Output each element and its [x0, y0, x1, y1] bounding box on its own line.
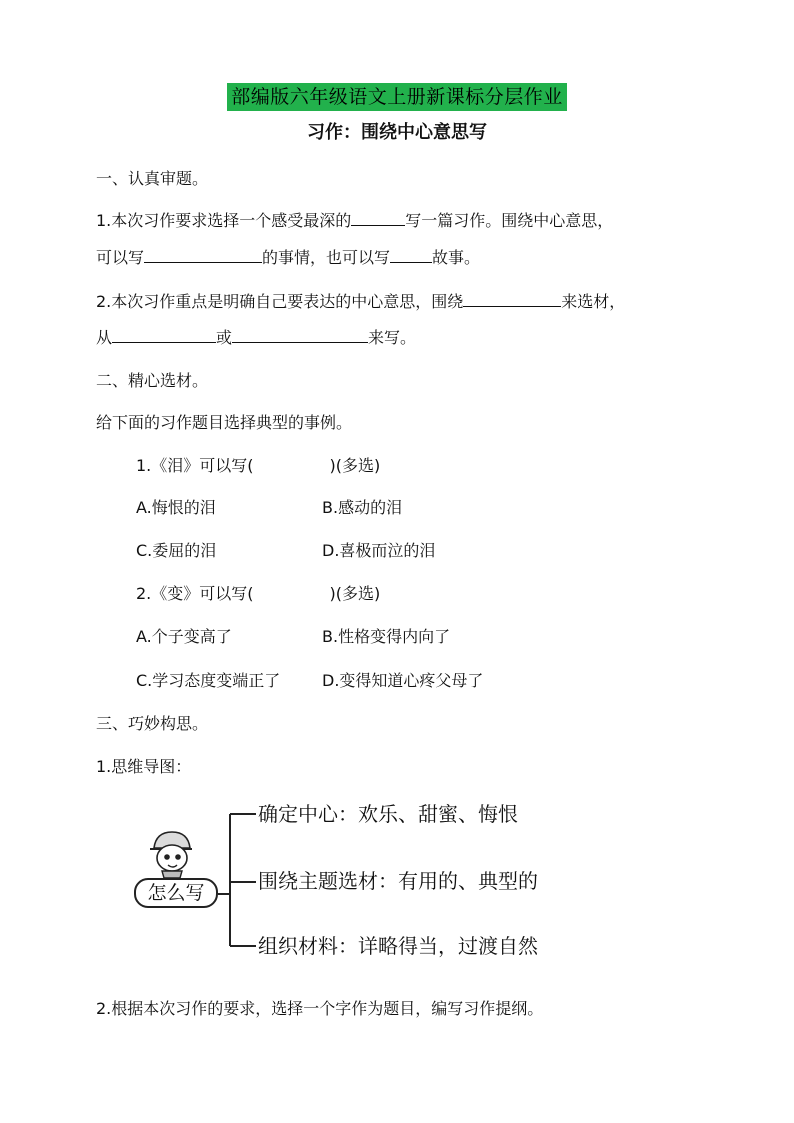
item2-option-d: D.变得知道心疼父母了	[322, 671, 484, 690]
item2-stem: 2.《变》可以写(	[136, 584, 254, 603]
section3-heading: 三、巧妙构思。	[96, 714, 209, 733]
item1-stem: 1.《泪》可以写(	[136, 456, 254, 475]
question2-text-e: 来写。	[368, 328, 417, 347]
mindmap-label: 1.思维导图：	[96, 757, 192, 776]
item1-option-c: C.委屈的泪	[136, 541, 217, 560]
question1-text-e: 故事。	[432, 248, 481, 267]
question1-text-a: 1.本次习作要求选择一个感受最深的	[96, 211, 352, 230]
question1-text-b: 写一篇习作。围绕中心意思，	[405, 211, 614, 230]
title-banner: 部编版六年级语文上册新课标分层作业	[227, 83, 567, 111]
section3-question2: 2.根据本次习作的要求，选择一个字作为题目，编写习作提纲。	[96, 999, 544, 1018]
item2-option-c: C.学习态度变端正了	[136, 671, 281, 690]
item1-tail: )(多选)	[329, 456, 381, 475]
item2-option-b: B.性格变得内向了	[322, 627, 451, 646]
cartoon-boy-icon	[146, 828, 198, 880]
question2-text-c: 从	[96, 328, 113, 347]
question1-text-c: 可以写	[96, 248, 145, 267]
item1-option-d: D.喜极而泣的泪	[322, 541, 436, 560]
question2-text-a: 2.本次习作重点是明确自己要表达的中心意思，围绕	[96, 292, 464, 311]
question2-text-d: 或	[216, 328, 233, 347]
section2-heading: 二、精心选材。	[96, 371, 209, 390]
item1-option-a: A.悔恨的泪	[136, 498, 216, 517]
question2-text-b: 来选材，	[561, 292, 626, 311]
question1-text-d: 的事情，也可以写	[262, 248, 391, 267]
mindmap-branch: 围绕主题选材：有用的、典型的	[258, 869, 538, 893]
mindmap-branch: 确定中心：欢乐、甜蜜、悔恨	[258, 802, 518, 826]
item1-option-b: B.感动的泪	[322, 498, 403, 517]
section1-heading: 一、认真审题。	[96, 169, 209, 188]
item2-option-a: A.个子变高了	[136, 627, 232, 646]
item2-tail: )(多选)	[329, 584, 381, 603]
mindmap-branch: 组织材料：详略得当，过渡自然	[258, 934, 538, 958]
section2-intro: 给下面的习作题目选择典型的事例。	[96, 413, 353, 432]
page-subtitle: 习作：围绕中心意思写	[307, 122, 487, 143]
mindmap-center: 怎么写	[134, 878, 218, 908]
